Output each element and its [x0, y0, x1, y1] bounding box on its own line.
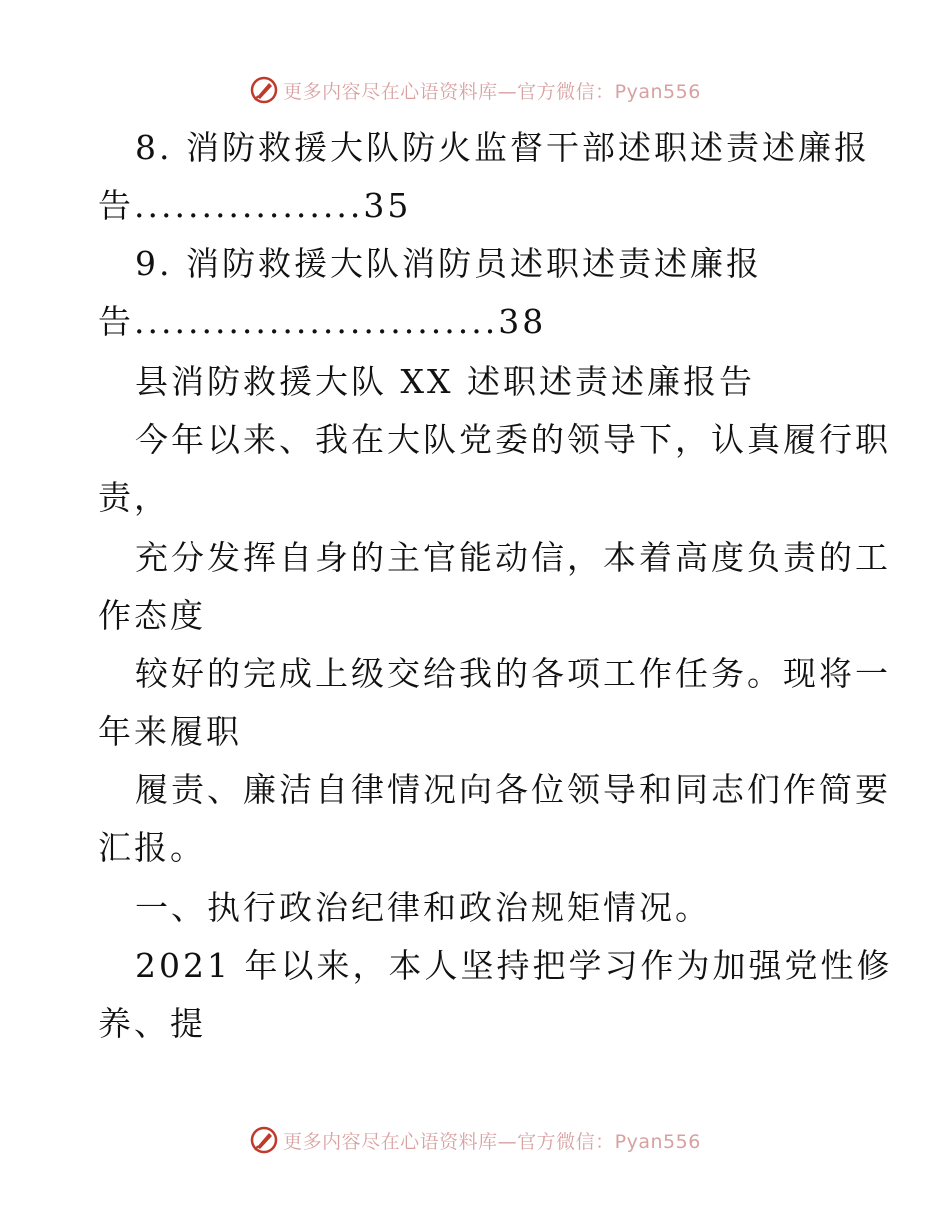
paragraph-line: 今年以来、我在大队党委的领导下，认真履行职 [135, 420, 891, 459]
paragraph-line: 养、提 [98, 1004, 206, 1043]
pen-circle-logo-icon [249, 1125, 279, 1155]
paragraph-line: 汇报。 [98, 828, 206, 867]
toc-entry-8: 8. 消防救援大队防火监督干部述职述责述廉报 [135, 128, 870, 167]
report-title: 县消防救援大队 XX 述职述责述廉报告 [135, 362, 755, 401]
paragraph-line: 年来履职 [98, 712, 242, 751]
toc-entry-9: 9. 消防救援大队消防员述职述责述廉报 [135, 244, 762, 283]
watermark-text: 更多内容尽在心语资料库—官方微信：Pyan556 [283, 1130, 701, 1153]
section-heading: 一、执行政治纪律和政治规矩情况。 [135, 888, 711, 927]
paragraph-line: 作态度 [98, 596, 206, 635]
header-watermark [0, 70, 950, 110]
paragraph-line: 责， [98, 478, 170, 517]
paragraph-line: 较好的完成上级交给我的各项工作任务。现将一 [135, 654, 891, 693]
paragraph-line: 履责、廉洁自律情况向各位领导和同志们作简要 [135, 770, 891, 809]
watermark-text: 更多内容尽在心语资料库—官方微信：Pyan556 [283, 80, 701, 103]
paragraph-line: 充分发挥自身的主官能动信，本着高度负责的工 [135, 538, 891, 577]
paragraph-line: 2021 年以来，本人坚持把学习作为加强党性修 [135, 946, 893, 985]
footer-watermark [0, 1120, 950, 1160]
toc-entry-9-page: 告...........................38 [98, 302, 547, 341]
pen-circle-logo-icon [249, 75, 279, 105]
toc-entry-8-page: 告.................35 [98, 186, 412, 225]
